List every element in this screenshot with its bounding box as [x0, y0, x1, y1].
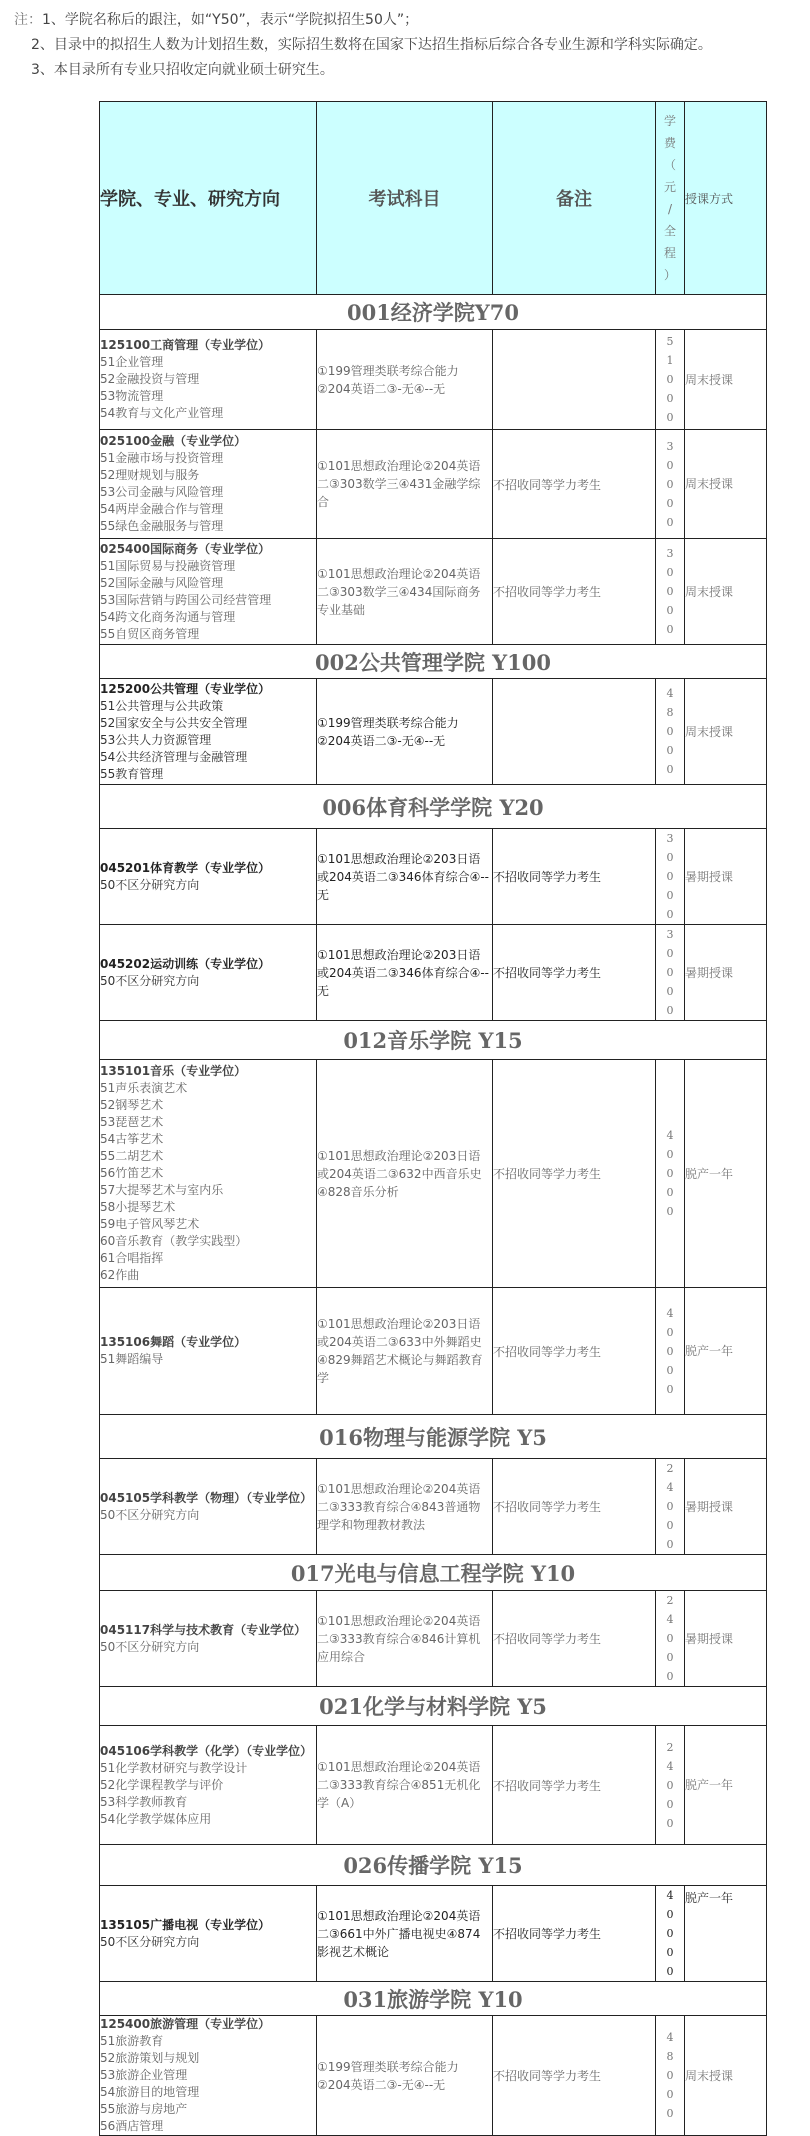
remarks: 不招收同等学力考生 [493, 829, 656, 925]
fee-digit: 0 [666, 1325, 674, 1339]
fee-digit: 0 [666, 1344, 674, 1358]
exam-subjects: ①101思想政治理论②203日语或204英语二③633中外舞蹈史④829舞蹈艺术概论与舞蹈教育学 [317, 1288, 493, 1415]
fee-digit: 0 [666, 1670, 674, 1683]
fee-digit: 0 [666, 1908, 674, 1921]
remarks: 不招收同等学力考生 [493, 1288, 656, 1415]
fee-digit: 3 [666, 439, 674, 453]
note-line-1: 注：1、学院名称后的跟注，如“Y50”，表示“学院拟招生50人”； [14, 12, 419, 28]
fee-digit: 0 [666, 2069, 674, 2082]
research-direction: 53琵琶艺术 [100, 1115, 164, 1129]
college-section-row [100, 1021, 767, 1060]
research-direction: 56竹笛艺术 [100, 1166, 164, 1180]
fee-digit: 0 [666, 1500, 674, 1513]
exam-subjects: ①101思想政治理论②204英语二③333教育综合④851无机化学（A） [317, 1726, 493, 1845]
research-direction: 54跨文化商务沟通与管理 [100, 609, 236, 624]
teaching-mode: 周末授课 [685, 679, 767, 785]
fee-digit: 3 [666, 547, 674, 560]
fee-digit: 0 [666, 870, 674, 883]
college-section-row [100, 1415, 767, 1459]
tuition-fee [656, 1060, 685, 1288]
tuition-fee [656, 430, 685, 539]
college-title: 016物理与能源学院 Y5 [100, 1415, 767, 1459]
major-cell [100, 1060, 317, 1288]
college-title: 001经济学院Y70 [100, 295, 767, 330]
fee-digit: 2 [666, 1462, 674, 1475]
college-section-row [100, 1555, 767, 1591]
major-title: 135105广播电视（专业学位） [100, 1917, 271, 1932]
major-row [100, 539, 767, 645]
fee-digit: 0 [666, 604, 674, 617]
teaching-mode: 脱产一年 [685, 1726, 767, 1845]
research-direction: 53物流管理 [100, 389, 164, 403]
fee-digit: 0 [666, 1797, 674, 1811]
fee-digit: 0 [666, 1538, 674, 1551]
fee-digit: 0 [666, 373, 674, 386]
fee-digit: 0 [666, 1965, 674, 1978]
exam-subjects: ①199管理类联考综合能力②204英语二③-无④--无 [317, 2016, 493, 2136]
research-direction: 54两岸金融合作与管理 [100, 502, 224, 516]
fee-digit: 0 [666, 2088, 674, 2101]
college-section-row [100, 1845, 767, 1886]
fee-digit: 0 [666, 515, 674, 529]
major-cell [100, 430, 317, 539]
research-direction: 53公共人力资源管理 [100, 732, 212, 747]
research-direction: 54古筝艺术 [100, 1132, 164, 1146]
fee-digit: 0 [666, 1778, 674, 1792]
exam-subjects: ①199管理类联考综合能力②204英语二③-无④--无 [317, 679, 493, 785]
tuition-fee [656, 1726, 685, 1845]
fee-digit: 4 [666, 687, 674, 700]
major-title: 045202运动训练（专业学位） [100, 956, 271, 971]
fee-digit: 4 [666, 1129, 674, 1142]
fee-digit: 0 [666, 477, 674, 491]
research-direction: 51化学教材研究与教学设计 [100, 1760, 248, 1775]
research-direction: 53科学教师教育 [100, 1794, 188, 1809]
remarks: 不招收同等学力考生 [493, 539, 656, 645]
remarks: 不招收同等学力考生 [493, 430, 656, 539]
remarks: 不招收同等学力考生 [493, 1591, 656, 1687]
college-section-row [100, 785, 767, 829]
fee-digit: 2 [666, 1740, 674, 1754]
fee-digit: 4 [666, 2031, 674, 2044]
research-direction: 51国际贸易与投融资管理 [100, 558, 236, 573]
research-direction: 52化学课程教学与评价 [100, 1777, 224, 1792]
research-direction: 62作曲 [100, 1268, 140, 1282]
exam-subjects: ①101思想政治理论②203日语或204英语二③346体育综合④--无 [317, 829, 493, 925]
tuition-fee [656, 539, 685, 645]
fee-digit: 0 [666, 1205, 674, 1218]
tuition-fee [656, 2016, 685, 2136]
research-direction: 50不区分研究方向 [100, 1934, 200, 1949]
major-row [100, 1459, 767, 1555]
exam-subjects: ①101思想政治理论②204英语二③303数学三④434国际商务专业基础 [317, 539, 493, 645]
research-direction: 52钢琴艺术 [100, 1098, 164, 1112]
fee-digit: 4 [666, 1889, 674, 1902]
research-direction: 51旅游教育 [100, 2034, 164, 2048]
fee-digit: 0 [666, 1363, 674, 1377]
research-direction: 52国家安全与公共安全管理 [100, 715, 248, 730]
fee-digit: 4 [666, 1306, 674, 1320]
fee-digit: 0 [666, 1519, 674, 1532]
major-row [100, 1060, 767, 1288]
college-title: 006体育科学学院 Y20 [100, 785, 767, 829]
fee-digit: 0 [666, 908, 674, 921]
teaching-mode: 脱产一年 [685, 1886, 767, 1982]
teaching-mode: 周末授课 [685, 430, 767, 539]
major-title: 045201体育教学（专业学位） [100, 860, 271, 875]
fee-digit: 0 [666, 851, 674, 864]
fee-digit: 0 [666, 725, 674, 738]
research-direction: 50不区分研究方向 [100, 1639, 200, 1654]
college-title: 026传播学院 Y15 [100, 1845, 767, 1886]
research-direction: 52国际金融与风险管理 [100, 575, 224, 590]
exam-subjects: ①101思想政治理论②204英语二③661中外广播电视史④874影视艺术概论 [317, 1886, 493, 1982]
major-title: 045105学科教学（物理）（专业学位） [100, 1490, 313, 1505]
college-section-row [100, 295, 767, 330]
major-row [100, 925, 767, 1021]
research-direction: 55绿色金融服务与管理 [100, 519, 224, 533]
research-direction: 50不区分研究方向 [100, 877, 200, 892]
tuition-fee [656, 829, 685, 925]
major-title: 025100金融（专业学位） [100, 434, 247, 448]
major-cell [100, 330, 317, 430]
remarks [493, 330, 656, 430]
teaching-mode: 周末授课 [685, 539, 767, 645]
fee-digit: 0 [666, 889, 674, 902]
major-cell [100, 829, 317, 925]
fee-digit: 4 [666, 1481, 674, 1494]
teaching-mode: 脱产一年 [685, 1060, 767, 1288]
major-cell [100, 679, 317, 785]
note-line-2: 2、目录中的拟招生人数为计划招生数，实际招生数将在国家下达招生指标后综合各专业生源和学科实际确定。 [31, 37, 712, 53]
research-direction: 55自贸区商务管理 [100, 626, 200, 641]
fee-digit: 0 [666, 763, 674, 776]
teaching-mode: 暑期授课 [685, 1591, 767, 1687]
research-direction: 59电子管风琴艺术 [100, 1217, 200, 1231]
major-title: 125100工商管理（专业学位） [100, 338, 271, 352]
research-direction: 61合唱指挥 [100, 1251, 164, 1265]
research-direction: 58小提琴艺术 [100, 1200, 176, 1214]
remarks: 不招收同等学力考生 [493, 1726, 656, 1845]
tuition-fee [656, 1288, 685, 1415]
research-direction: 51公共管理与公共政策 [100, 698, 224, 713]
college-section-row [100, 1982, 767, 2016]
fee-digit: 0 [666, 744, 674, 757]
header-college-major: 学院、专业、研究方向 [100, 102, 317, 295]
college-title: 002公共管理学院 Y100 [100, 645, 767, 679]
college-title: 031旅游学院 Y10 [100, 1982, 767, 2016]
research-direction: 52旅游策划与规划 [100, 2051, 200, 2065]
fee-digit: 0 [666, 1167, 674, 1180]
fee-digit: 0 [666, 1148, 674, 1161]
remarks: 不招收同等学力考生 [493, 1459, 656, 1555]
research-direction: 51金融市场与投资管理 [100, 451, 224, 465]
major-row [100, 1726, 767, 1845]
fee-digit: 0 [666, 1632, 674, 1645]
fee-digit: 0 [666, 2107, 674, 2120]
research-direction: 52理财规划与服务 [100, 468, 200, 482]
fee-digit: 5 [666, 335, 674, 348]
research-direction: 54公共经济管理与金融管理 [100, 749, 248, 764]
remarks: 不招收同等学力考生 [493, 2016, 656, 2136]
fee-digit: 0 [666, 585, 674, 598]
fee-digit: 0 [666, 985, 674, 998]
teaching-mode: 暑期授课 [685, 829, 767, 925]
teaching-mode: 暑期授课 [685, 1459, 767, 1555]
exam-subjects: ①101思想政治理论②204英语二③303数学三④431金融学综合 [317, 430, 493, 539]
tuition-fee [656, 925, 685, 1021]
major-row [100, 1886, 767, 1982]
research-direction: 57大提琴艺术与室内乐 [100, 1183, 224, 1197]
header-tuition: 学 费 （ 元 / 全 程 ） [656, 102, 685, 295]
college-title: 012音乐学院 Y15 [100, 1021, 767, 1060]
fee-digit: 0 [666, 411, 674, 424]
fee-digit: 0 [666, 496, 674, 510]
fee-digit: 8 [666, 2050, 674, 2063]
college-section-row [100, 1687, 767, 1726]
major-row [100, 330, 767, 430]
exam-subjects: ①199管理类联考综合能力②204英语二③-无④--无 [317, 330, 493, 430]
research-direction: 54旅游目的地管理 [100, 2085, 200, 2099]
major-row [100, 1591, 767, 1687]
major-cell [100, 1726, 317, 1845]
remarks: 不招收同等学力考生 [493, 1060, 656, 1288]
notes [14, 8, 712, 83]
major-title: 045117科学与技术教育（专业学位） [100, 1622, 307, 1637]
enrollment-catalog-table [99, 101, 767, 2136]
fee-digit: 0 [666, 966, 674, 979]
remarks [493, 679, 656, 785]
tuition-fee [656, 330, 685, 430]
major-title: 135106舞蹈（专业学位） [100, 1335, 247, 1349]
major-cell [100, 2016, 317, 2136]
fee-digit: 0 [666, 1816, 674, 1830]
major-row [100, 430, 767, 539]
major-title: 125200公共管理（专业学位） [100, 681, 271, 696]
fee-digit: 1 [666, 354, 674, 367]
fee-digit: 0 [666, 1927, 674, 1940]
fee-digit: 0 [666, 458, 674, 472]
major-row [100, 679, 767, 785]
tuition-fee [656, 1591, 685, 1687]
research-direction: 55教育管理 [100, 766, 164, 781]
tuition-fee [656, 679, 685, 785]
fee-digit: 0 [666, 1186, 674, 1199]
college-title: 017光电与信息工程学院 Y10 [100, 1555, 767, 1591]
fee-digit: 0 [666, 392, 674, 405]
note-line-3: 3、本目录所有专业只招收定向就业硕士研究生。 [31, 62, 334, 78]
fee-digit: 8 [666, 706, 674, 719]
major-cell [100, 539, 317, 645]
research-direction: 50不区分研究方向 [100, 973, 200, 988]
teaching-mode: 暑期授课 [685, 925, 767, 1021]
research-direction: 51企业管理 [100, 355, 164, 369]
college-section-row [100, 645, 767, 679]
fee-digit: 2 [666, 1594, 674, 1607]
research-direction: 53旅游企业管理 [100, 2068, 188, 2082]
fee-digit: 0 [666, 1946, 674, 1959]
header-teaching-mode: 授课方式 [685, 102, 767, 295]
remarks: 不招收同等学力考生 [493, 1886, 656, 1982]
major-row [100, 1288, 767, 1415]
major-title: 135101音乐（专业学位） [100, 1064, 247, 1078]
tuition-fee [656, 1459, 685, 1555]
teaching-mode: 周末授课 [685, 330, 767, 430]
college-title: 021化学与材料学院 Y5 [100, 1687, 767, 1726]
research-direction: 52金融投资与管理 [100, 372, 200, 386]
major-cell [100, 1459, 317, 1555]
fee-digit: 0 [666, 566, 674, 579]
fee-digit: 0 [666, 1004, 674, 1017]
fee-digit: 3 [666, 928, 674, 941]
fee-digit: 4 [666, 1759, 674, 1773]
research-direction: 56酒店管理 [100, 2119, 164, 2133]
major-cell [100, 1288, 317, 1415]
fee-digit: 0 [666, 1651, 674, 1664]
fee-digit: 4 [666, 1613, 674, 1626]
research-direction: 53国际营销与跨国公司经营管理 [100, 592, 272, 607]
fee-digit: 0 [666, 947, 674, 960]
major-cell [100, 925, 317, 1021]
fee-digit: 3 [666, 832, 674, 845]
fee-digit: 0 [666, 623, 674, 636]
research-direction: 51舞蹈编导 [100, 1352, 164, 1366]
exam-subjects: ①101思想政治理论②203日语或204英语二③632中西音乐史④828音乐分析 [317, 1060, 493, 1288]
major-cell [100, 1591, 317, 1687]
table-header-row [100, 102, 767, 295]
research-direction: 51声乐表演艺术 [100, 1081, 188, 1095]
major-title: 025400国际商务（专业学位） [100, 541, 271, 556]
exam-subjects: ①101思想政治理论②204英语二③333教育综合④846计算机应用综合 [317, 1591, 493, 1687]
research-direction: 55旅游与房地产 [100, 2102, 188, 2116]
teaching-mode: 周末授课 [685, 2016, 767, 2136]
exam-subjects: ①101思想政治理论②204英语二③333教育综合④843普通物理学和物理教材教法 [317, 1459, 493, 1555]
research-direction: 53公司金融与风险管理 [100, 485, 224, 499]
research-direction: 55二胡艺术 [100, 1149, 164, 1163]
remarks: 不招收同等学力考生 [493, 925, 656, 1021]
research-direction: 60音乐教育（教学实践型） [100, 1234, 248, 1248]
major-row [100, 2016, 767, 2136]
major-cell [100, 1886, 317, 1982]
research-direction: 54教育与文化产业管理 [100, 406, 224, 420]
major-title: 125400旅游管理（专业学位） [100, 2017, 271, 2031]
exam-subjects: ①101思想政治理论②203日语或204英语二③346体育综合④--无 [317, 925, 493, 1021]
research-direction: 50不区分研究方向 [100, 1507, 200, 1522]
tuition-fee [656, 1886, 685, 1982]
fee-digit: 0 [666, 1382, 674, 1396]
teaching-mode: 脱产一年 [685, 1288, 767, 1415]
header-exam-subjects: 考试科目 [317, 102, 493, 295]
research-direction: 54化学教学媒体应用 [100, 1811, 212, 1826]
major-title: 045106学科教学（化学）（专业学位） [100, 1743, 313, 1758]
major-row [100, 829, 767, 925]
header-remarks: 备注 [493, 102, 656, 295]
